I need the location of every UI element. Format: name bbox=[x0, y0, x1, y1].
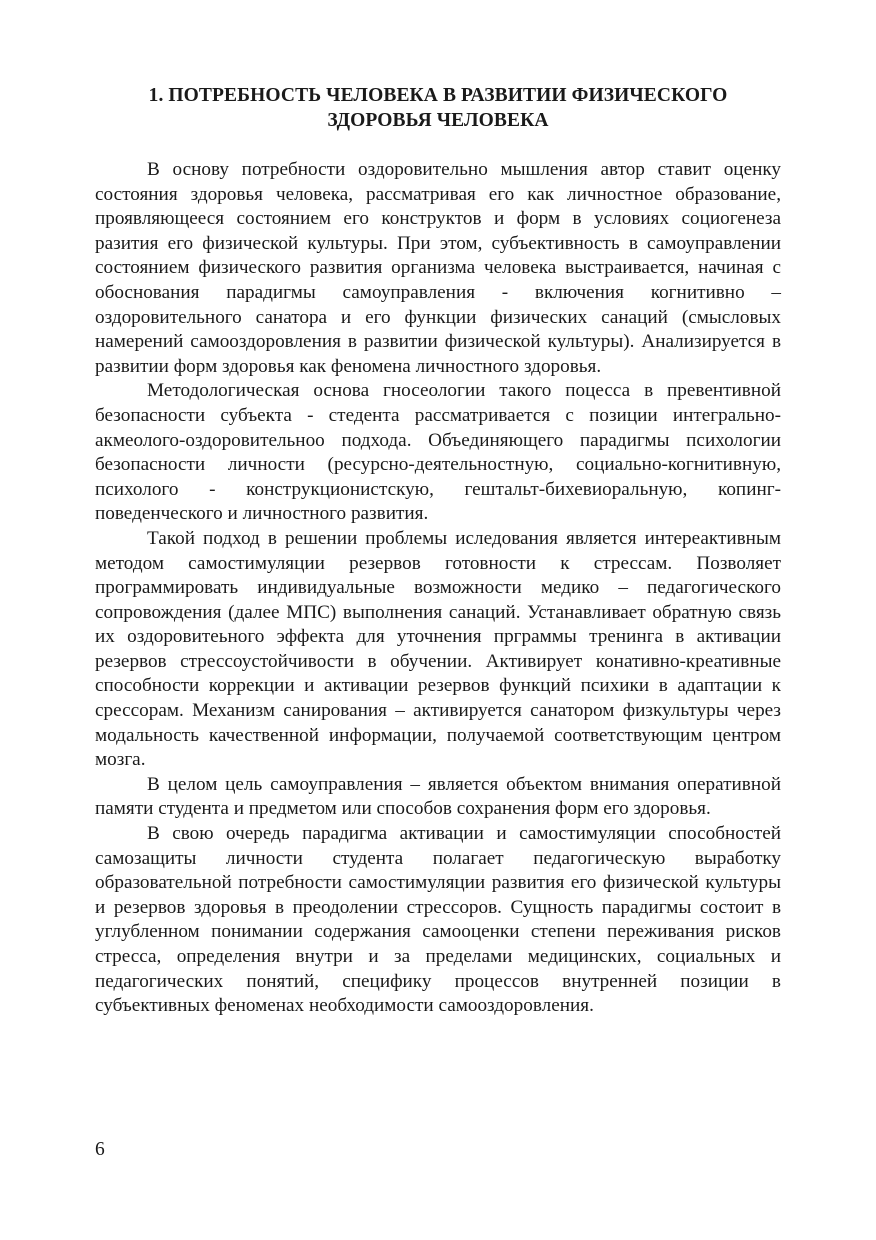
chapter-title bbox=[95, 83, 781, 133]
paragraph-1: В основу потребности оздоровительно мышления автор ставит оценку состояния здоровья человека, рассматривая его как личностное образование, проявляющееся состоянием его конструктов и форм в условиях социогенеза разития его физической культуры. При этом, субъективность в самоуправлении состоянием физического развития организма человека выстраивается, начиная с обоснования парадигмы самоуправления - включения когнитивно – оздоровительного санатора и его функции физических санаций (смысловых намерений самооздоровления в развитии физической культуры). Анализируется в развитии форм здоровья как феномена личностного здоровья. bbox=[95, 159, 781, 377]
page-number: 6 bbox=[95, 1139, 105, 1160]
paragraph-3: Такой подход в решении проблемы иследования является интереактивным методом самостимуляции резервов готовности к стрессам. Позволяет программировать индивидуальные возможности медико – педагогического сопровождения (далее МПС) выполнения санаций. Устанавливает обратную связь их оздоровитеьного эффекта для уточнения прграммы тренинга в активации резервов стрессоустойчивости в обучении. Активирует конативно-креативные способности коррекции и активации резервов функций психики в адаптации к срессорам. Механизм санирования – активируется санатором физкультуры через модальность качественной информации, получаемой соответствующим центром мозга. bbox=[95, 527, 781, 771]
paragraph-2: Методологическая основа гносеологии такого поцесса в превентивной безопасности субъекта - стедента рассматривается с позиции интегрально-акмеолого-оздоровительноо подхода. Объединяющего парадигмы психологии безопасности личности (ресурсно-деятельностную, социально-когнитивную, психолого - конструкционистскую, гештальт-бихевиоральную, копинг-поведенческого и личностного развития. bbox=[95, 380, 781, 525]
body-text bbox=[95, 158, 781, 1019]
chapter-title-line-1: 1. ПОТРЕБНОСТЬ ЧЕЛОВЕКА В РАЗВИТИИ ФИЗИЧЕСКОГО bbox=[148, 85, 728, 106]
paragraph-5: В свою очередь парадигма активации и самостимуляции способностей самозащиты личности студента полагает педагогическую выработку образовательной потребности самостимуляции развития его физической культуры и резервов здоровья в преодолении стрессоров. Сущность парадигмы состоит в углубленном понимании содержания самооценки степени переживания рисков стресса, определения внутри и за пределами медицинских, социальных и педагогических понятий, специфику процессов внутренней позиции в субъективных феноменах необходимости самооздоровления. bbox=[95, 823, 781, 1017]
chapter-title-line-2: ЗДОРОВЬЯ ЧЕЛОВЕКА bbox=[327, 110, 549, 131]
paragraph-4: В целом цель самоуправления – является объектом внимания оперативной памяти студента и предметом или способов сохранения форм его здоровья. bbox=[95, 773, 781, 820]
